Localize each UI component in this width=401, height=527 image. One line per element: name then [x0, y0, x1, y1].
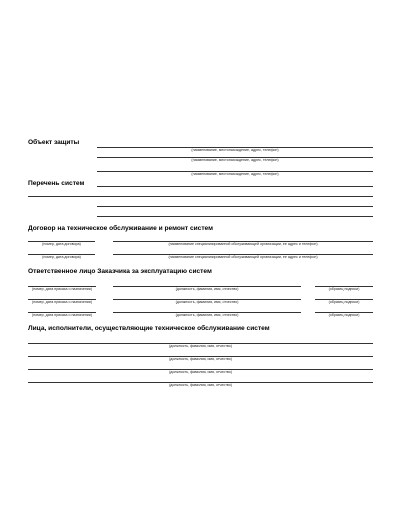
- contract-org-caption-1: (наименование специализированной обслуживающей организации, ее адрес и телефон): [168, 242, 318, 246]
- responsible-name-caption-3: (должность, фамилия, имя, отчество): [175, 313, 239, 317]
- responsible-sign-caption-3: (образец подписи): [328, 313, 360, 317]
- systems-line-3: [97, 206, 373, 207]
- responsible-sign-caption-1: (образец подписи): [328, 287, 360, 291]
- responsible-order-caption-2: (номер, дата приказа о назначении): [31, 300, 93, 304]
- systems-line-2: [28, 196, 373, 197]
- executors-caption-4: (должность, фамилия, имя, отчество): [169, 383, 232, 387]
- executors-title: Лица, исполнители, осуществляющие техническое обслуживание систем: [28, 325, 270, 332]
- contract-title: Договор на техническое обслуживание и ремонт систем: [28, 225, 214, 232]
- contract-org-caption-2: (наименование специализированной обслуживающей организации, ее адрес и телефон): [168, 255, 318, 259]
- responsible-order-caption-1: (номер, дата приказа о назначении): [31, 287, 93, 291]
- object-caption-2: (наименование, местонахождение, адрес, телефон): [191, 157, 279, 162]
- responsible-name-caption-1: (должность, фамилия, имя, отчество): [175, 287, 239, 291]
- executors-caption-2: (должность, фамилия, имя, отчество): [169, 357, 232, 361]
- executors-caption-1: (должность, фамилия, имя, отчество): [169, 344, 232, 348]
- systems-line-1: [97, 186, 373, 187]
- responsible-sign-caption-2: (образец подписи): [328, 300, 360, 304]
- responsible-name-caption-2: (должность, фамилия, имя, отчество): [175, 300, 239, 304]
- object-caption-3: (наименование, местонахождение, адрес, телефон): [191, 171, 279, 176]
- contract-date-caption-1: (номер, дата договора): [42, 242, 81, 246]
- responsible-title: Ответственное лицо Заказчика за эксплуатацию систем: [28, 268, 212, 275]
- systems-line-4: [97, 216, 373, 217]
- executors-caption-3: (должность, фамилия, имя, отчество): [169, 370, 232, 374]
- responsible-order-caption-3: (номер, дата приказа о назначении): [31, 313, 93, 317]
- contract-date-caption-2: (номер, дата договора): [42, 255, 81, 259]
- systems-title: Перечень систем: [28, 180, 85, 187]
- object-title: Объект защиты: [28, 139, 80, 146]
- object-caption-1: (наименование, местонахождение, адрес, телефон): [191, 147, 279, 152]
